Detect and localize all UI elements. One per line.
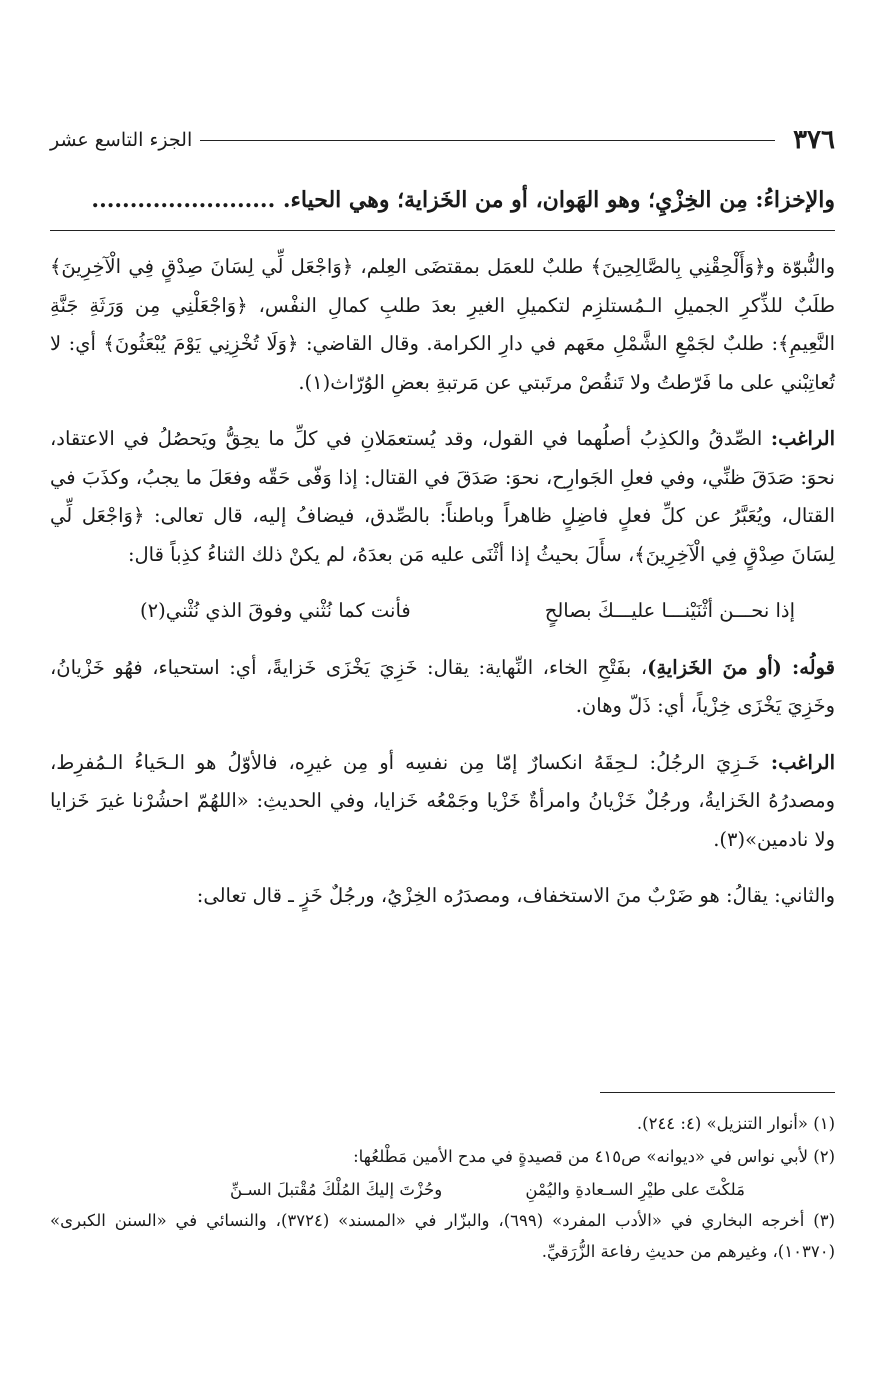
footnote-1: (١) «أنوار التنزيل» (٤: ٢٤٤). bbox=[636, 1114, 835, 1133]
paragraph-4 bbox=[50, 744, 835, 860]
page-number: ٣٧٦ bbox=[793, 125, 835, 155]
footnotes bbox=[50, 1108, 835, 1269]
commentary bbox=[50, 248, 835, 934]
footnote-verse-second: وحُزْتَ إليكَ المُلْكَ مُقْتبلَ السـنِّ bbox=[230, 1180, 443, 1199]
verse-first-hemistich: إذا نحـــن أثْنَيْنـــا عليـــكَ بصالحٍ bbox=[544, 599, 795, 622]
footnote-3: (٣) أخرجه البخاري في «الأدب المفرد» (٦٩٩)، والبزّار في «المسند» (٣٧٢٤)، والنسائي في «السنن الكبرى» (١٠٣٧٠)، وغيرهم من حديثِ رفاعة الزُّرَقيِّ. bbox=[50, 1211, 835, 1261]
paragraph-3 bbox=[50, 649, 835, 726]
footnote-verse bbox=[50, 1174, 835, 1205]
footnote-verse-first: مَلكْتَ على طيْرِ السـعادةِ واليُمْنِ bbox=[525, 1180, 745, 1199]
footnote-divider bbox=[600, 1092, 835, 1093]
page-header bbox=[50, 120, 835, 160]
paragraph-4-lead: الراغب: bbox=[770, 750, 835, 774]
main-text: والإخزاءُ: مِن الخِزْيِ؛ وهو الهَوان، أو من الخَزاية؛ وهي الحياء. ........................ bbox=[91, 187, 835, 213]
header-rule bbox=[200, 140, 775, 141]
verse-second-hemistich: فأنت كما نُثْني وفوقَ الذي نُثْني(٢) bbox=[140, 599, 411, 622]
paragraph-4-text: خَـزِيَ الرجُلُ: لـحِقَهُ انكسارٌ إمّا مِن نفسِه أو مِن غيرِه، فالأوّلُ هو الـحَياءُ الـمُفرِط، ومصدرُهُ الخَزايةُ، ورجُلٌ خَزْيانُ وامرأةٌ خَزْيا وجَمْعُه خَزايا، وفي الحديثِ: «اللهُمّ احشُرْنا غيرَ خَزايا ولا نادمين»(٣). bbox=[50, 750, 835, 851]
paragraph-2-lead: الراغب: bbox=[770, 427, 835, 450]
footnote-2: (٢) لأبي نواس في «ديوانه» ص٤١٥ من قصيدةٍ في مدح الأمين مَطْلعُها: bbox=[353, 1147, 835, 1166]
paragraph-2 bbox=[50, 420, 835, 574]
paragraph-3-text: ، بفَتْحِ الخاء، النِّهاية: يقال: خَزِيَ يَخْزَى خَزايةً، أي: استحياء، فهُو خَزْيانُ، وخَزِيَ يَخْزَى خِزْياً، أي: ذَلّ وهان. bbox=[50, 655, 835, 717]
running-title: الجزء التاسع عشر bbox=[50, 129, 193, 151]
poem-verse bbox=[50, 592, 835, 631]
main-text-divider bbox=[50, 230, 835, 231]
paragraph-3-lead: قولُه: (أو منَ الخَزايةِ) bbox=[647, 655, 836, 679]
paragraph-1: والنُّبوّة و﴿وَأَلْحِقْنِي بِالصَّالِحِينَ﴾ طلبٌ للعمَل بمقتضَى العِلم، ﴿وَاجْعَل لِّي لِسَانَ صِدْقٍ فِي الْآخِرِينَ﴾ طلَبٌ للذِّكرِ الجميلِ الـمُستلزِم لتكميلِ الغيرِ بعدَ طلبِ كمالِ النفْس، ﴿وَاجْعَلْنِي مِن وَرَثَةِ جَنَّةِ النَّعِيمِ﴾: طلبٌ لجَمْعِ الشَّمْلِ معَهم في دارِ الكرامة. وقال القاضي: ﴿وَلَا تُخْزِنِي يَوْمَ يُبْعَثُونَ﴾ أي: لا تُعاتِبْني على ما فَرّطتُ ولا تَنقُصْ مرتَبتي عن مَرتبةِ بعضِ الوُرّاث(١). bbox=[50, 255, 835, 394]
paragraph-5: والثاني: يقالُ: هو ضَرْبٌ منَ الاستخفاف، ومصدَرُه الخِزْيُ، ورجُلٌ خَزٍ ـ قال تعالى: bbox=[196, 884, 835, 907]
paragraph-2-text: الصِّدقُ والكذِبُ أصلُهما في القول، وقد يُستعمَلانِ في كلِّ ما يحِقُّ ويَحصُلُ في الاعتقاد، نحوَ: صَدَقَ ظنِّي، وفي فعلِ الجَوارِح، نحوَ: صَدَقَ في القتال: إذا وَفّى حَقّه وفعَلَ ما يجبُ، وكذَبَ في القتال، ويُعَبَّرُ عن كلِّ فعلٍ فاضِلٍ ظاهراً وباطناً: بالصِّدق، فيضافُ إليه، قال تعالى: ﴿وَاجْعَل لِّي لِسَانَ صِدْقٍ فِي الْآخِرِينَ﴾، سأَلَ بحيثُ إذا أثْنَى عليه مَن بعدَهُ، لم يكنْ ذلك الثناءُ كذِباً قال: bbox=[50, 427, 835, 566]
